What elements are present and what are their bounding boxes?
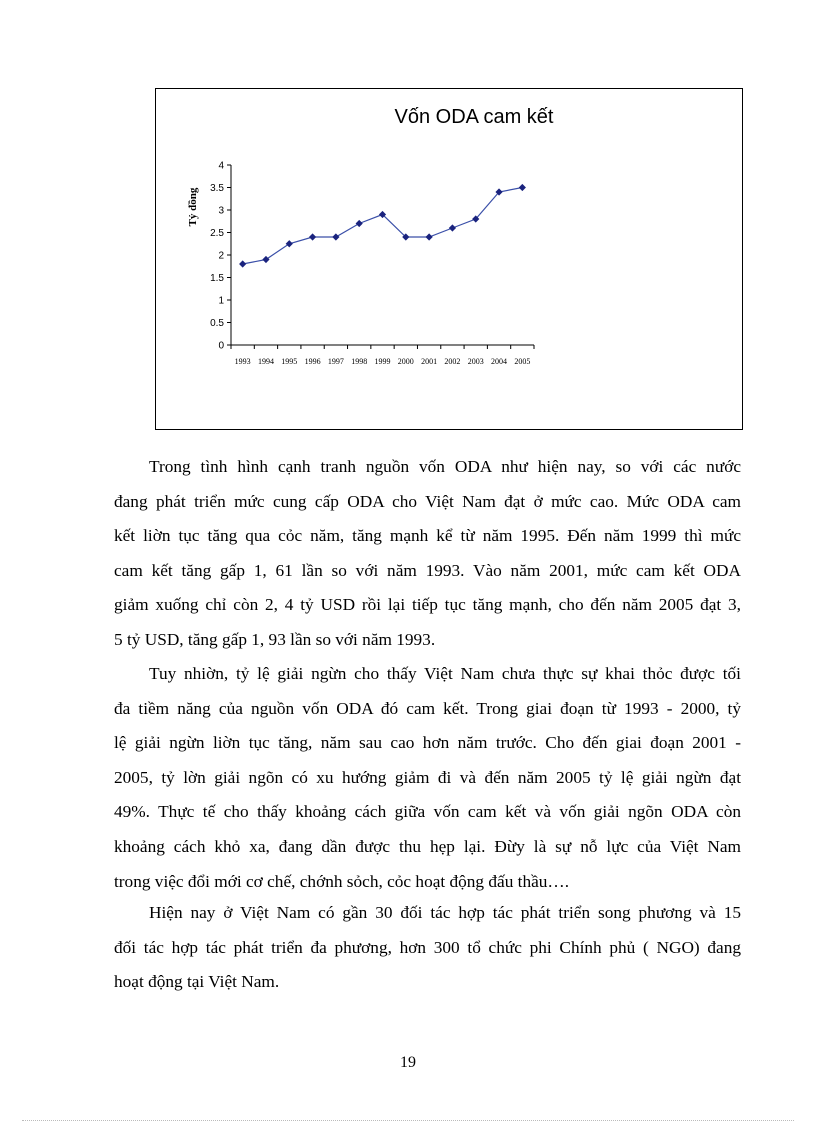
y-tick-label: 1.5 [210,273,224,284]
y-tick-label: 1 [218,295,224,307]
plot-area [210,161,534,367]
text-line: giảm xuống chỉ còn 2, 4 tỷ USD rồi lại tiếp tục tăng mạnh, cho đến năm 2005 đạt 3, [114,595,741,615]
text-line: kết liờn tục tăng qua cỏc năm, tăng mạnh kể từ năm 1995. Đến năm 1999 thì mức [114,526,741,546]
paragraph-2 [114,657,741,899]
x-tick-label: 2001 [421,357,438,366]
x-tick-label: 1998 [351,357,368,366]
text-line: khoảng cách khỏ xa, đang dần được thu hẹp lại. Đừy là sự nỗ lực của Việt Nam [114,836,741,856]
data-point-2001 [426,233,433,240]
text-line: đang phát triển mức cung cấp ODA cho Việt Nam đạt ở mức cao. Mức ODA cam [114,491,741,511]
text-line: trong việc đổi mới cơ chế, chớnh sỏch, cỏc hoạt động đấu thầu…. [114,871,570,891]
x-tick-label: 2002 [444,357,461,366]
data-point-1993 [239,260,246,267]
x-tick-label: 2003 [467,357,484,366]
oda-commitment-chart [156,89,744,431]
data-point-1994 [262,256,269,263]
text-line: 49%. Thực tế cho thấy khoảng cách giữa vốn cam kết và vốn giải ngõn ODA còn [114,802,741,822]
text-line: đa tiềm năng của nguồn vốn ODA đó cam kết. Trong giai đoạn từ 1993 - 2000, tỷ [114,698,741,718]
paragraph-3 [114,896,741,1000]
y-tick-label: 4 [218,160,224,172]
data-point-1998 [356,220,363,227]
text-line: lệ giải ngừn liờn tục tăng, năm sau cao hơn năm trước. Cho đến giai đoạn 2001 - [114,733,741,753]
series-line [243,188,523,265]
y-tick-label: 0 [218,340,224,352]
y-tick-label: 3 [218,205,224,217]
x-tick-label: 2005 [514,357,531,366]
text-line: cam kết tăng gấp 1, 61 lần so với năm 1993. Vào năm 2001, mức cam kết ODA [114,560,741,580]
x-tick-label: 1995 [281,357,298,366]
text-line: đối tác hợp tác phát triển đa phương, hơn 300 tổ chức phi Chính phủ ( NGO) đang [114,937,741,957]
x-tick-label: 1997 [327,357,344,366]
text-line: Hiện nay ở Việt Nam có gần 30 đối tác hợp tác phát triển song phương và 15 [149,903,741,922]
y-tick-label: 0.5 [210,318,224,329]
data-point-2005 [519,184,526,191]
text-line: 5 tỷ USD, tăng gấp 1, 93 lần so với năm 1993. [114,629,436,649]
y-axis-label: Tỷ đồng [187,187,199,227]
x-tick-label: 2004 [491,357,508,366]
y-tick-label: 3.5 [210,183,224,194]
x-tick-label: 1996 [304,357,321,366]
x-tick-label: 1993 [234,357,251,366]
page-number: 19 [400,1054,416,1071]
data-point-1997 [332,233,339,240]
text-line: Tuy nhiờn, tỷ lệ giải ngừn cho thấy Việt Nam chưa thực sự khai thỏc được tối [149,664,741,683]
y-tick-label: 2 [218,250,224,262]
chart-frame [155,88,743,430]
chart-title: Vốn ODA cam kết [394,106,554,128]
data-point-1996 [309,233,316,240]
text-line: Trong tình hình cạnh tranh nguồn vốn ODA như hiện nay, so với các nước [149,457,741,476]
y-tick-label: 2.5 [210,228,224,239]
page-bottom-rule [22,1120,794,1121]
x-tick-label: 1999 [374,357,391,366]
text-line: hoạt động tại Việt Nam. [114,972,280,992]
data-point-2002 [449,224,456,231]
paragraph-1 [114,450,741,658]
x-tick-label: 2000 [397,357,414,366]
text-line: 2005, tỷ lờn giải ngõn có xu hướng giảm đi và đến năm 2005 tỷ lệ giải ngừn đạt [114,767,741,787]
x-tick-label: 1994 [257,357,274,366]
data-point-1995 [286,240,293,247]
